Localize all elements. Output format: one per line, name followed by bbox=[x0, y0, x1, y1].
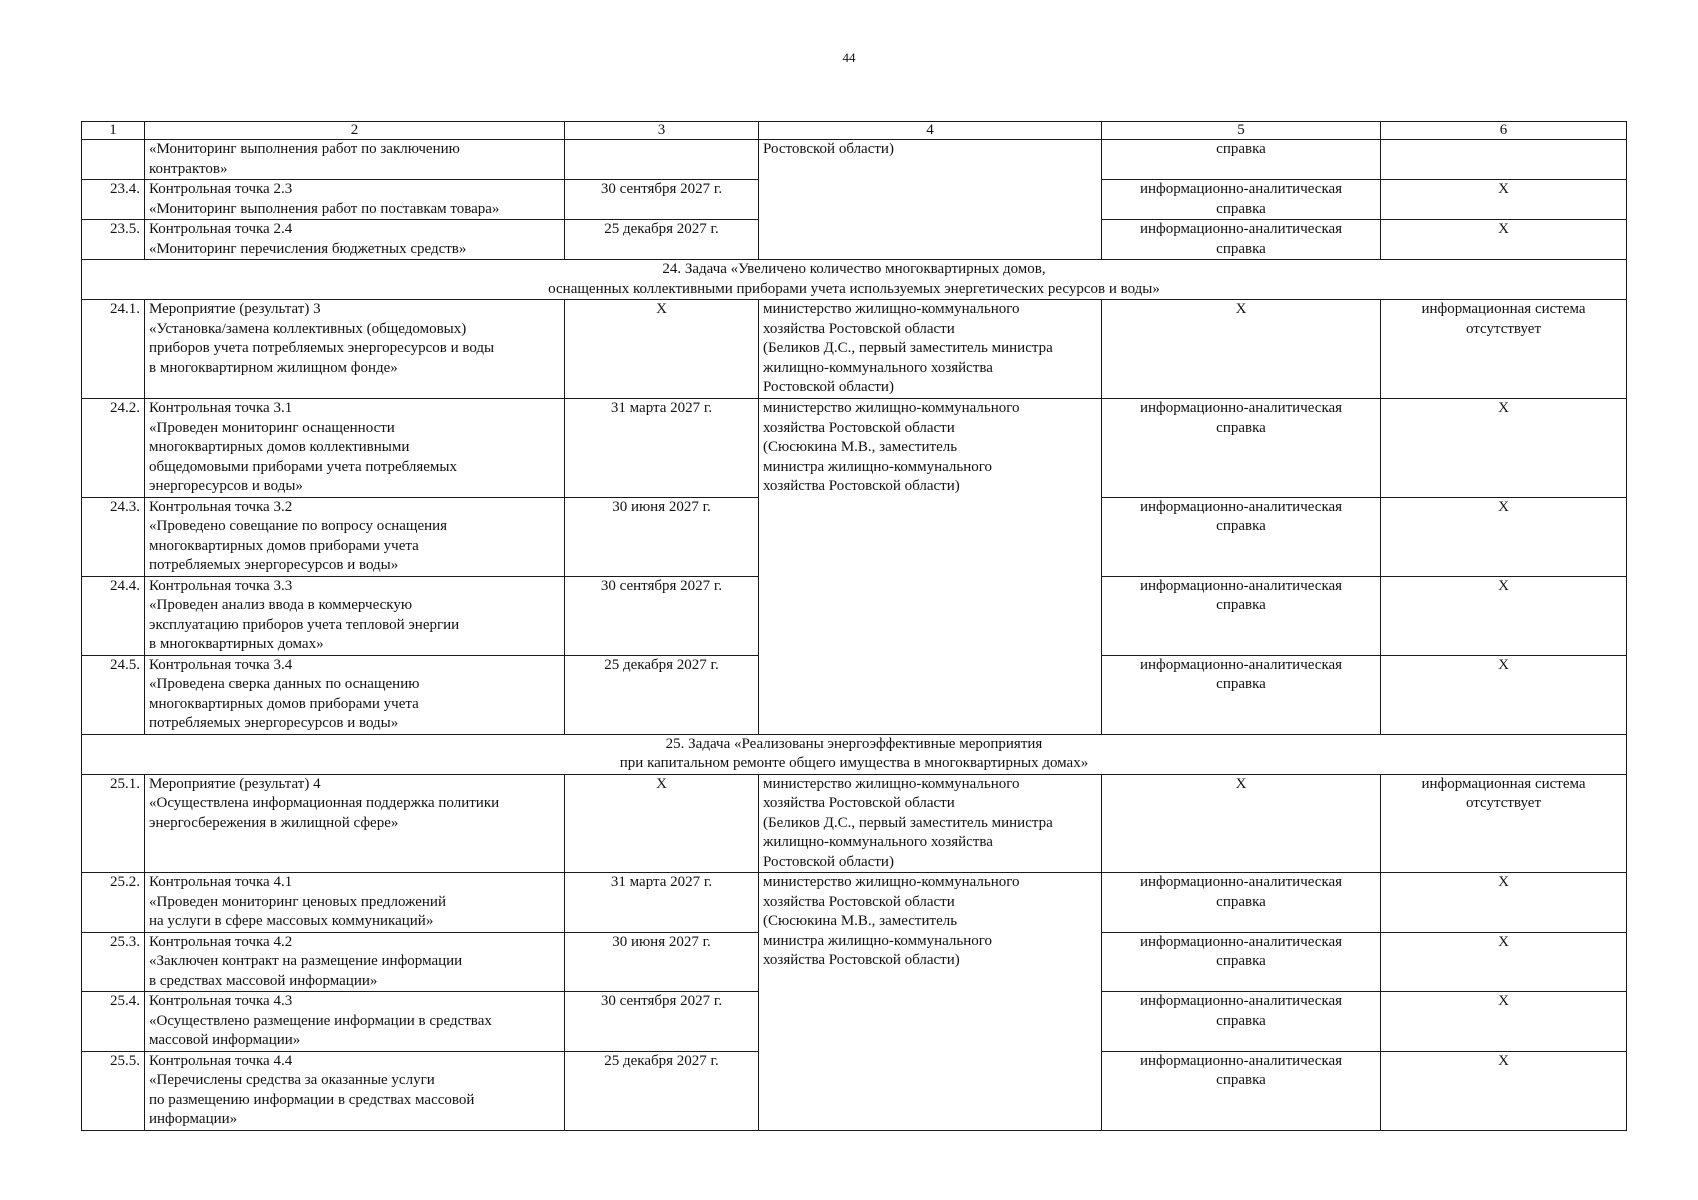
row-responsible: министерство жилищно-коммунального хозяйства Ростовской области (Беликов Д.С., первый заместитель министра жилищно-коммунального хозяйства Ростовской области) bbox=[759, 774, 1102, 873]
row-info-system: Х bbox=[1381, 655, 1627, 734]
row-document: информационно-аналитическая справка bbox=[1102, 180, 1381, 220]
task-section-row bbox=[82, 734, 1627, 774]
row-date: 30 сентября 2027 г. bbox=[565, 180, 759, 220]
row-title: Контрольная точка 4.3 «Осуществлено размещение информации в средствах массовой информации» bbox=[145, 992, 565, 1052]
row-document: информационно-аналитическая справка bbox=[1102, 497, 1381, 576]
row-info-system bbox=[1381, 140, 1627, 180]
row-info-system: Х bbox=[1381, 180, 1627, 220]
row-number: 24.2. bbox=[82, 399, 145, 498]
row-date: 30 июня 2027 г. bbox=[565, 932, 759, 992]
row-date: 25 декабря 2027 г. bbox=[565, 655, 759, 734]
row-document: справка bbox=[1102, 140, 1381, 180]
task-heading: 24. Задача «Увеличено количество многоквартирных домов, оснащенных коллективными приборами учета используемых энергетических ресурсов и воды» bbox=[82, 260, 1627, 300]
row-title: Контрольная точка 2.4 «Мониторинг перечисления бюджетных средств» bbox=[145, 220, 565, 260]
row-number: 25.3. bbox=[82, 932, 145, 992]
row-document: информационно-аналитическая справка bbox=[1102, 399, 1381, 498]
row-title: «Мониторинг выполнения работ по заключению контрактов» bbox=[145, 140, 565, 180]
row-title: Контрольная точка 3.2 «Проведено совещание по вопросу оснащения многоквартирных домов приборами учета потребляемых энергоресурсов и воды» bbox=[145, 497, 565, 576]
row-document: информационно-аналитическая справка bbox=[1102, 873, 1381, 933]
row-info-system: Х bbox=[1381, 497, 1627, 576]
row-responsible: министерство жилищно-коммунального хозяйства Ростовской области (Сюсюкина М.В., заместитель министра жилищно-коммунального хозяйства Ростовской области) bbox=[759, 873, 1102, 1131]
table-row bbox=[82, 774, 1627, 873]
row-title: Мероприятие (результат) 3 «Установка/замена коллективных (общедомовых) приборов учета потребляемых энергоресурсов и воды в многоквартирном жилищном фонде» bbox=[145, 300, 565, 399]
row-date: Х bbox=[565, 300, 759, 399]
row-date: 30 сентября 2027 г. bbox=[565, 992, 759, 1052]
row-number: 24.5. bbox=[82, 655, 145, 734]
row-responsible: министерство жилищно-коммунального хозяйства Ростовской области (Беликов Д.С., первый заместитель министра жилищно-коммунального хозяйства Ростовской области) bbox=[759, 300, 1102, 399]
row-number: 23.5. bbox=[82, 220, 145, 260]
row-title: Мероприятие (результат) 4 «Осуществлена информационная поддержка политики энергосбережения в жилищной сфере» bbox=[145, 774, 565, 873]
page-number: 44 bbox=[842, 50, 856, 65]
row-title: Контрольная точка 3.1 «Проведен мониторинг оснащенности многоквартирных домов коллективными общедомовыми приборами учета потребляемых энергоресурсов и воды» bbox=[145, 399, 565, 498]
implementation-plan-table bbox=[81, 121, 1627, 1131]
row-document: информационно-аналитическая справка bbox=[1102, 220, 1381, 260]
row-document: информационно-аналитическая справка bbox=[1102, 576, 1381, 655]
column-header-4: 4 bbox=[759, 122, 1102, 140]
row-date: 30 июня 2027 г. bbox=[565, 497, 759, 576]
row-date: 30 сентября 2027 г. bbox=[565, 576, 759, 655]
row-document: Х bbox=[1102, 774, 1381, 873]
row-date: 25 декабря 2027 г. bbox=[565, 1051, 759, 1130]
row-info-system: Х bbox=[1381, 932, 1627, 992]
row-title: Контрольная точка 3.4 «Проведена сверка данных по оснащению многоквартирных домов приборами учета потребляемых энергоресурсов и воды» bbox=[145, 655, 565, 734]
row-info-system: Х bbox=[1381, 1051, 1627, 1130]
row-info-system: информационная система отсутствует bbox=[1381, 300, 1627, 399]
row-title: Контрольная точка 4.2 «Заключен контракт на размещение информации в средствах массовой информации» bbox=[145, 932, 565, 992]
row-title: Контрольная точка 4.1 «Проведен мониторинг ценовых предложений на услуги в сфере массовых коммуникаций» bbox=[145, 873, 565, 933]
row-title: Контрольная точка 4.4 «Перечислены средства за оказанные услуги по размещению информации в средствах массовой информации» bbox=[145, 1051, 565, 1130]
row-number: 25.5. bbox=[82, 1051, 145, 1130]
row-info-system: Х bbox=[1381, 873, 1627, 933]
row-number bbox=[82, 140, 145, 180]
row-document: информационно-аналитическая справка bbox=[1102, 992, 1381, 1052]
column-header-1: 1 bbox=[82, 122, 145, 140]
row-responsible: министерство жилищно-коммунального хозяйства Ростовской области (Сюсюкина М.В., заместитель министра жилищно-коммунального хозяйства Ростовской области) bbox=[759, 399, 1102, 735]
row-document: информационно-аналитическая справка bbox=[1102, 1051, 1381, 1130]
column-header-6: 6 bbox=[1381, 122, 1627, 140]
row-date: 31 марта 2027 г. bbox=[565, 873, 759, 933]
column-header-3: 3 bbox=[565, 122, 759, 140]
column-number-header-row bbox=[82, 122, 1627, 140]
table-row bbox=[82, 873, 1627, 933]
row-number: 25.4. bbox=[82, 992, 145, 1052]
row-document: информационно-аналитическая справка bbox=[1102, 655, 1381, 734]
row-number: 24.1. bbox=[82, 300, 145, 399]
row-number: 24.3. bbox=[82, 497, 145, 576]
column-header-2: 2 bbox=[145, 122, 565, 140]
row-info-system: Х bbox=[1381, 992, 1627, 1052]
row-title: Контрольная точка 3.3 «Проведен анализ ввода в коммерческую эксплуатацию приборов учета тепловой энергии в многоквартирных домах» bbox=[145, 576, 565, 655]
row-number: 24.4. bbox=[82, 576, 145, 655]
table-row bbox=[82, 300, 1627, 399]
row-date: Х bbox=[565, 774, 759, 873]
row-info-system: Х bbox=[1381, 576, 1627, 655]
row-info-system: Х bbox=[1381, 399, 1627, 498]
row-info-system: информационная система отсутствует bbox=[1381, 774, 1627, 873]
row-number: 25.2. bbox=[82, 873, 145, 933]
table-row bbox=[82, 399, 1627, 498]
row-info-system: Х bbox=[1381, 220, 1627, 260]
row-responsible: Ростовской области) bbox=[759, 140, 1102, 260]
task-section-row bbox=[82, 260, 1627, 300]
row-number: 25.1. bbox=[82, 774, 145, 873]
row-date bbox=[565, 140, 759, 180]
row-title: Контрольная точка 2.3 «Мониторинг выполнения работ по поставкам товара» bbox=[145, 180, 565, 220]
row-date: 31 марта 2027 г. bbox=[565, 399, 759, 498]
row-number: 23.4. bbox=[82, 180, 145, 220]
table-row bbox=[82, 140, 1627, 180]
column-header-5: 5 bbox=[1102, 122, 1381, 140]
row-document: информационно-аналитическая справка bbox=[1102, 932, 1381, 992]
row-date: 25 декабря 2027 г. bbox=[565, 220, 759, 260]
row-document: Х bbox=[1102, 300, 1381, 399]
task-heading: 25. Задача «Реализованы энергоэффективные мероприятия при капитальном ремонте общего имущества в многоквартирных домах» bbox=[82, 734, 1627, 774]
